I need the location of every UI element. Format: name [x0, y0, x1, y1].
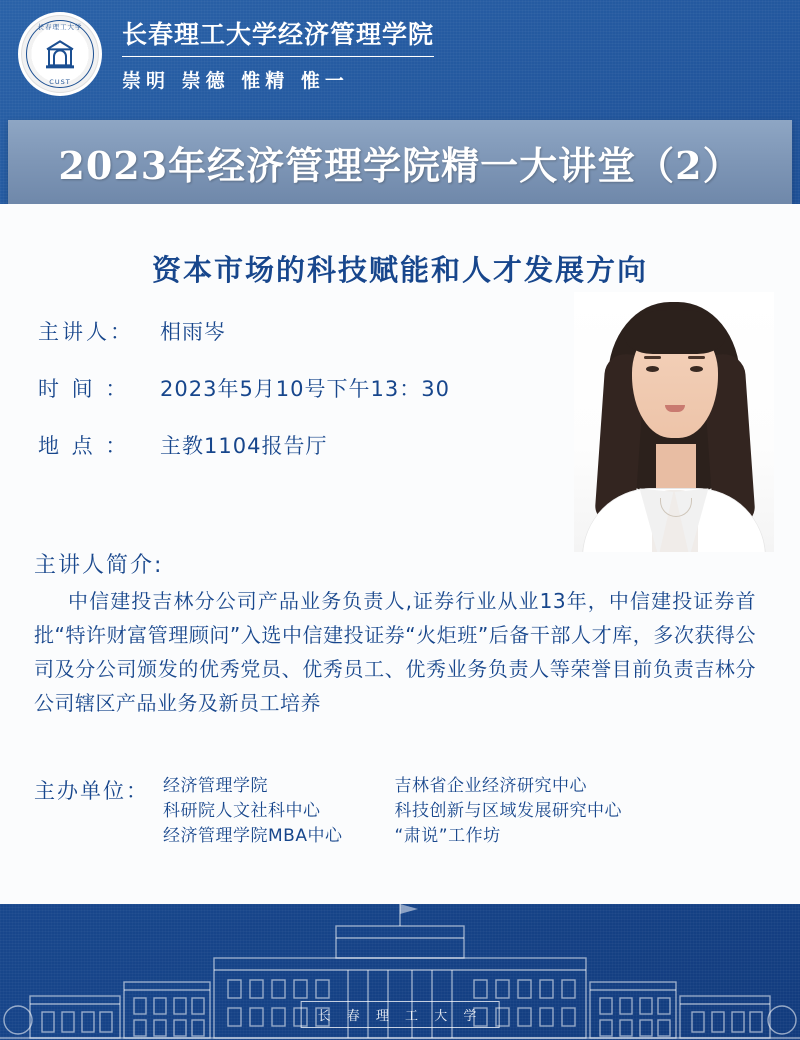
meta-value-time: 2023年5月10号下午13：30 [160, 377, 450, 401]
organizers-block [34, 774, 622, 849]
speaker-portrait [574, 292, 774, 552]
organizer-item: “肃说”工作坊 [394, 826, 501, 846]
footer-skyline [0, 900, 800, 1040]
portrait-eye-right [690, 366, 703, 372]
meta-row-speaker [38, 316, 598, 346]
university-crest-icon [18, 12, 102, 96]
school-name: 长春理工大学经济管理学院 [122, 15, 434, 57]
meta-label-speaker: 主讲人： [38, 320, 134, 344]
header-text-block [122, 15, 434, 93]
organizer-item: 吉林省企业经济研究中心 [394, 776, 587, 796]
banner-band [8, 120, 792, 204]
meta-row-time [38, 373, 598, 403]
banner-title: 2023年经济管理学院精一大讲堂（2） [58, 142, 742, 188]
meta-value-location: 主教1104报告厅 [160, 434, 328, 458]
meta-label-time: 时 间 ： [38, 377, 130, 401]
organizer-item: 经济管理学院MBA中心 [163, 826, 343, 846]
meta-row-location [38, 430, 598, 460]
lecture-subject: 资本市场的科技赋能和人才发展方向 [151, 253, 648, 287]
organizer-item: 科研院人文社科中心 [163, 801, 321, 821]
organizers-right-column [394, 774, 622, 849]
poster-header [0, 0, 800, 108]
portrait-brow-right [688, 356, 705, 359]
bio-text: 中信建投吉林分公司产品业务负责人,证券行业从业13年，中信建投证券首批“特许财富管理顾问”入选中信建投证券“火炬班”后备干部人才库，多次获得公司及分公司颁发的优秀党员、优秀员工、优秀业务负责人等荣誉目前负责吉林分公司辖区产品业务及新员工培养 [34, 589, 756, 715]
meta-value-speaker: 相雨岑 [160, 320, 226, 344]
organizer-item: 科技创新与区域发展研究中心 [394, 801, 622, 821]
crest-gate-icon [43, 38, 77, 72]
portrait-eye-left [646, 366, 659, 372]
organizers-left-column [163, 774, 342, 849]
organizers-columns [163, 774, 622, 849]
content-card [0, 204, 800, 904]
meta-label-location: 地 点 ： [38, 434, 130, 458]
portrait-brow-left [644, 356, 661, 359]
school-motto: 崇明 崇德 惟精 惟一 [122, 70, 349, 92]
organizers-label: 主办单位： [34, 779, 149, 803]
crest-bottom-text: CUST [49, 78, 71, 86]
portrait-bangs [624, 310, 726, 354]
organizer-item: 经济管理学院 [163, 776, 268, 796]
lecture-meta [38, 316, 598, 487]
crest-top-text: 长春理工大学 [37, 23, 83, 31]
footer-plate: 长 春 理 工 大 学 [301, 1001, 500, 1028]
bio-title: 主讲人简介: [34, 553, 164, 578]
